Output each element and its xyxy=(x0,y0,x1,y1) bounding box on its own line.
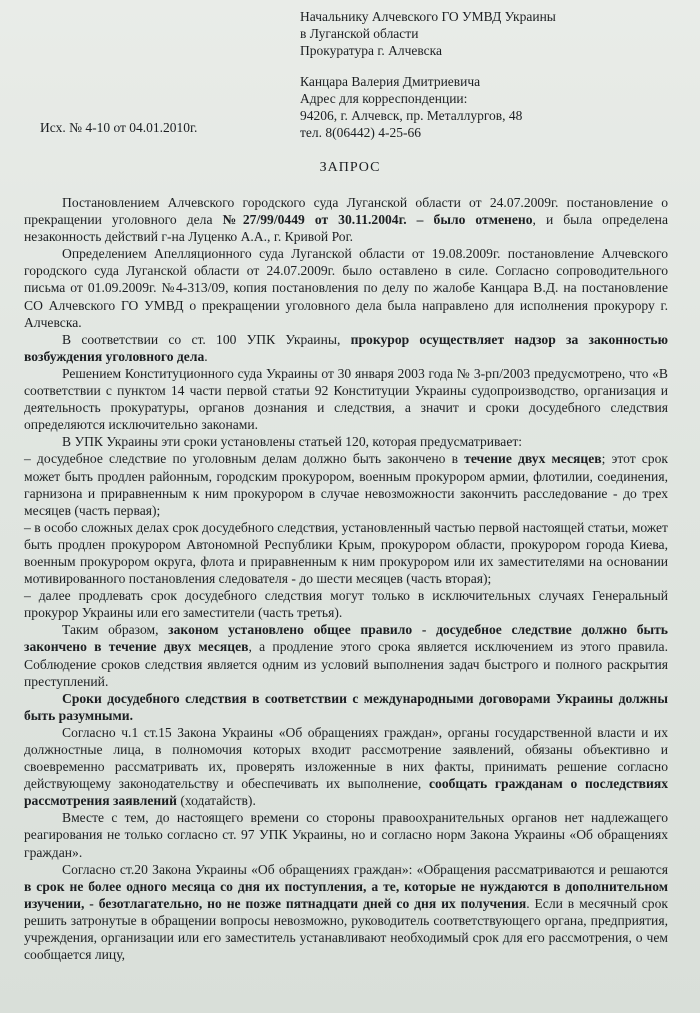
paragraph-3-text-c: . xyxy=(204,348,208,364)
paragraph-1-bold: №27/99/0449 от 30.11.2004г. – было отменено xyxy=(222,212,533,228)
addressee-line-3: Прокуратура г. Алчевска xyxy=(300,43,443,58)
paragraph-13-text-a: Согласно ст.20 Закона Украины «Об обращениях граждан»: «Обращения рассматриваются и решаются xyxy=(62,861,668,877)
paragraph-7: – в особо сложных делах срок досудебного следствия, установленный частью первой настоящей статьи, может быть продлен прокурором Автономной Республики Крым, прокурором области, прокурором города Киева, военным прокурором округа, флота и приравненным к ним прокурором или их заместителями на основании мотивированного постановления следователя - до шести месяцев (часть вторая); xyxy=(24,519,668,587)
paragraph-6-text-c: ; этот срок может быть продлен районным, городским прокурором, военным прокурором армии, флотилии, соединения, гарнизона и приравненным к ним прокурором в случае невозможности закончить расследование - до трех месяцев (часть первая); xyxy=(24,451,668,518)
document-body xyxy=(24,194,668,963)
paragraph-11-bold: сообщать гражданам о последствиях рассмотрения заявлений xyxy=(24,776,668,809)
sender-phone: тел. 8(06442) 4-25-66 xyxy=(300,125,421,140)
header-block xyxy=(300,8,556,141)
outgoing-reference: Исх. № 4-10 от 04.01.2010г. xyxy=(40,120,198,135)
paragraph-3 xyxy=(24,331,668,365)
paragraph-1 xyxy=(24,194,668,245)
addressee-line-1: Начальнику Алчевского ГО УМВД Украины xyxy=(300,9,556,24)
document-title: ЗАПРОС xyxy=(319,160,381,175)
paragraph-3-bold: прокурор осуществляет надзор за законностью возбуждения уголовного дела xyxy=(24,331,668,364)
sender-address: 94206, г. Алчевск, пр. Металлургов, 48 xyxy=(300,108,523,123)
paragraph-6 xyxy=(24,450,668,518)
paragraph-2: Определением Апелляционного суда Луганской области от 19.08.2009г. постановление Алчевского городского суда Луганской области от 24.07.2009г. было оставлено в силе. Согласно сопроводительного письма от 01.09.2009г. №4-313/09, копия постановления по делу по жалобе Канцара В.Д. на постановление СО Алчевского ГО УМВД о прекращении уголовного дела была направлено для исполнения прокурору г. Алчевска. xyxy=(24,246,668,330)
paragraph-11-text-c: (ходатайств). xyxy=(176,793,256,809)
paragraph-6-text-a: – досудебное следствие по уголовным делам должно быть закончено в xyxy=(24,451,465,467)
paragraph-13 xyxy=(24,861,668,964)
paragraph-9-text-a: Таким образом, xyxy=(62,622,169,638)
paragraph-12: Вместе с тем, до настоящего времени со стороны правоохранительных органов нет надлежащего реагирования не только согласно ст. 97 УПК Украины, но и согласно норм Закона Украины «Об обращениях граждан». xyxy=(24,810,668,860)
sender-address-label: Адрес для корреспонденции: xyxy=(300,91,468,106)
paragraph-13-bold: в срок не более одного месяца со дня их поступления, а те, которые не нуждаются в дополнительном изучении, - безотлагательно, но не позже пятнадцати дней со дня их получения xyxy=(24,878,668,911)
paragraph-9 xyxy=(24,621,668,689)
paragraph-6-bold: течение двух месяцев xyxy=(464,451,602,467)
addressee-line-2: в Луганской области xyxy=(300,26,419,41)
paragraph-8: – далее продлевать срок досудебного следствия могут только в исключительных случаях Генеральный прокурор Украины или его заместители (часть третья). xyxy=(24,588,668,621)
paragraph-9-text-c: , а продление этого срока является исключением из этого правила. Соблюдение сроков следствия является одним из условий выполнения задач быстрого и полного раскрытия преступлений. xyxy=(24,639,668,689)
paragraph-4: Решением Конституционного суда Украины от 30 января 2003 года № 3-рп/2003 предусмотрено, что «В соответствии с пунктом 14 части первой статьи 92 Конституции Украины судопроизводство, организация и деятельность прокуратуры, органов дознания и следствия, а значит и сроки досудебного следствия определяются исключительно законами. xyxy=(24,365,668,433)
paragraph-9-bold: законом установлено общее правило - досудебное следствие должно быть закончено в течение двух месяцев xyxy=(24,622,668,655)
sender-name: Канцара Валерия Дмитриевича xyxy=(300,74,481,89)
paragraph-11-text-a: Согласно ч.1 ст.15 Закона Украины «Об обращениях граждан», органы государственной власти и их должностные лица, в полномочия которых входит рассмотрение заявлений, обязаны объективно и своевременно рассматривать их, проверять изложенные в них факты, принимать решение согласно действующему законодательству и обеспечивать их выполнение, xyxy=(24,724,668,792)
paragraph-5: В УПК Украины эти сроки установлены статьей 120, которая предусматривает: xyxy=(62,434,523,450)
paragraph-1-text-c: , и была определена незаконность действий г-на Луценко А.А., г. Кривой Рог. xyxy=(24,212,668,245)
paragraph-1-text-a: Постановлением Алчевского городского суда Луганской области от 24.07.2009г. постановление о прекращении уголовного дела xyxy=(24,195,668,228)
paragraph-13-text-c: . Если в месячный срок решить затронутые в обращении вопросы невозможно, руководитель соответствующего органа, предприятия, учреждения, организации или его заместитель устанавливают необходимый срок для его рассмотрения, о чем сообщается лицу, xyxy=(24,895,669,963)
paragraph-3-text-a: В соответствии со ст. 100 УПК Украины, xyxy=(62,331,351,347)
paragraph-10: Сроки досудебного следствия в соответствии с международными договорами Украины должны быть разумными. xyxy=(24,690,668,723)
paragraph-11 xyxy=(24,724,668,809)
